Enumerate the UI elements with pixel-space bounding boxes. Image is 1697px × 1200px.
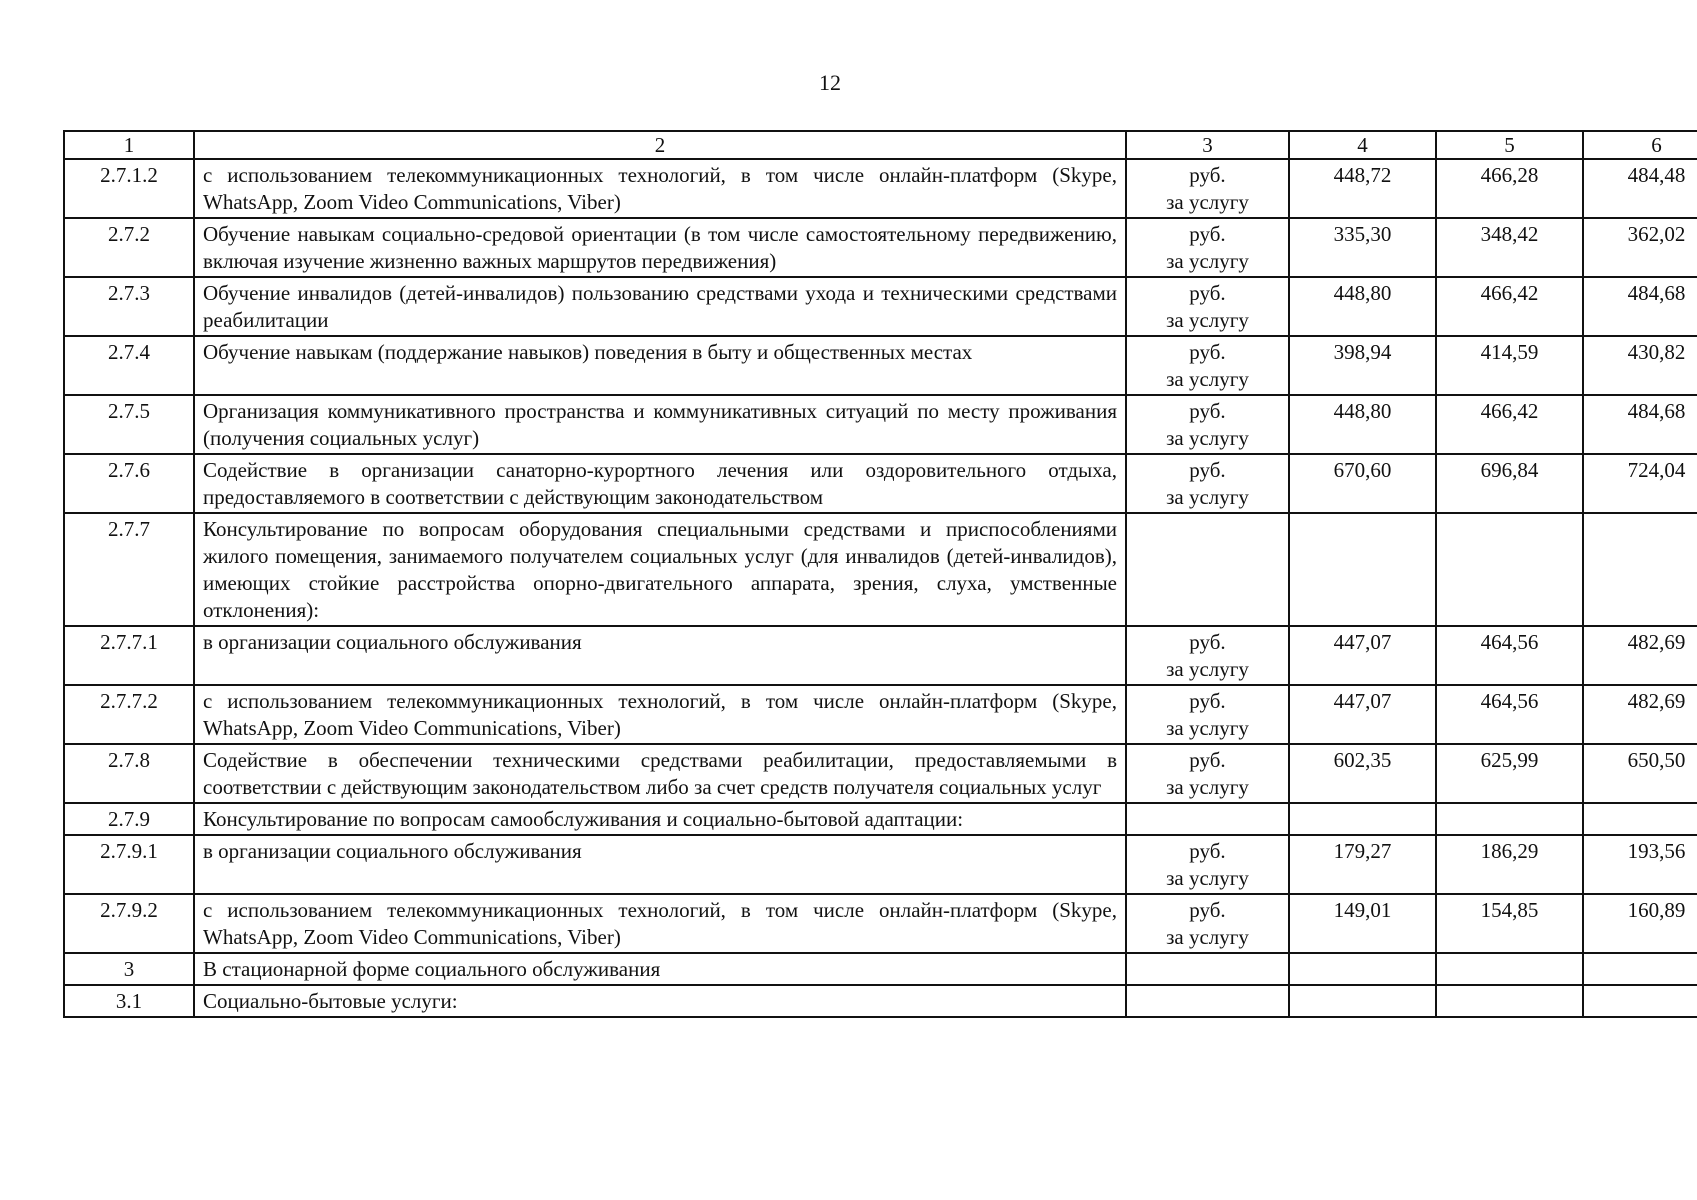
table-row — [64, 277, 1697, 336]
tariff-value-col-6 — [1583, 513, 1697, 626]
unit-currency: руб. — [1189, 898, 1226, 922]
service-name: Обучение навыкам (поддержание навыков) поведения в быту и общественных местах — [194, 336, 1126, 395]
table-row — [64, 454, 1697, 513]
unit-per-service: за услугу — [1166, 866, 1249, 890]
unit-cell — [1126, 803, 1289, 835]
row-number: 3.1 — [64, 985, 194, 1017]
tariff-value-col-5 — [1436, 803, 1583, 835]
unit-cell — [1126, 835, 1289, 894]
row-number: 3 — [64, 953, 194, 985]
row-number: 2.7.7 — [64, 513, 194, 626]
tariff-value-col-4: 149,01 — [1289, 894, 1436, 953]
table-row — [64, 803, 1697, 835]
tariff-value-col-5: 464,56 — [1436, 685, 1583, 744]
row-number: 2.7.2 — [64, 218, 194, 277]
tariff-value-col-6: 650,50 — [1583, 744, 1697, 803]
header-col-4: 4 — [1289, 131, 1436, 159]
tariff-value-col-4 — [1289, 985, 1436, 1017]
table-row — [64, 953, 1697, 985]
unit-cell — [1126, 626, 1289, 685]
unit-per-service: за услугу — [1166, 249, 1249, 273]
service-name: Социально-бытовые услуги: — [194, 985, 1126, 1017]
row-number: 2.7.9 — [64, 803, 194, 835]
service-name: Организация коммуникативного пространства и коммуникативных ситуаций по месту проживания (получения социальных услуг) — [194, 395, 1126, 454]
table-row — [64, 685, 1697, 744]
tariff-value-col-4: 448,80 — [1289, 395, 1436, 454]
table-row — [64, 985, 1697, 1017]
table-row — [64, 744, 1697, 803]
unit-currency: руб. — [1189, 222, 1226, 246]
unit-cell — [1126, 277, 1289, 336]
tariff-value-col-6: 482,69 — [1583, 626, 1697, 685]
tariff-value-col-6: 430,82 — [1583, 336, 1697, 395]
tariff-value-col-5 — [1436, 953, 1583, 985]
tariff-table — [63, 130, 1697, 1018]
row-number: 2.7.7.2 — [64, 685, 194, 744]
tariff-value-col-6: 160,89 — [1583, 894, 1697, 953]
service-name: Обучение инвалидов (детей-инвалидов) пользованию средствами ухода и техническими средствами реабилитации — [194, 277, 1126, 336]
service-name: В стационарной форме социального обслуживания — [194, 953, 1126, 985]
row-number: 2.7.6 — [64, 454, 194, 513]
row-number: 2.7.9.1 — [64, 835, 194, 894]
unit-per-service: за услугу — [1166, 485, 1249, 509]
tariff-value-col-5 — [1436, 985, 1583, 1017]
tariff-value-col-5: 696,84 — [1436, 454, 1583, 513]
tariff-value-col-4 — [1289, 803, 1436, 835]
unit-per-service: за услугу — [1166, 426, 1249, 450]
row-number: 2.7.5 — [64, 395, 194, 454]
unit-per-service: за услугу — [1166, 190, 1249, 214]
unit-currency: руб. — [1189, 163, 1226, 187]
unit-per-service: за услугу — [1166, 925, 1249, 949]
unit-currency: руб. — [1189, 458, 1226, 482]
tariff-value-col-4: 670,60 — [1289, 454, 1436, 513]
unit-cell — [1126, 336, 1289, 395]
tariff-value-col-4: 448,72 — [1289, 159, 1436, 218]
table-body — [64, 131, 1697, 1017]
row-number: 2.7.8 — [64, 744, 194, 803]
unit-currency: руб. — [1189, 839, 1226, 863]
tariff-value-col-5: 466,42 — [1436, 277, 1583, 336]
unit-currency: руб. — [1189, 340, 1226, 364]
tariff-value-col-5: 154,85 — [1436, 894, 1583, 953]
row-number: 2.7.4 — [64, 336, 194, 395]
unit-cell — [1126, 953, 1289, 985]
unit-currency: руб. — [1189, 281, 1226, 305]
table-row — [64, 513, 1697, 626]
tariff-value-col-5: 464,56 — [1436, 626, 1583, 685]
unit-currency: руб. — [1189, 399, 1226, 423]
table-row — [64, 395, 1697, 454]
tariff-value-col-6 — [1583, 803, 1697, 835]
tariff-value-col-5: 466,42 — [1436, 395, 1583, 454]
tariff-value-col-6 — [1583, 985, 1697, 1017]
table-row — [64, 626, 1697, 685]
unit-per-service: за услугу — [1166, 367, 1249, 391]
unit-cell — [1126, 894, 1289, 953]
tariff-value-col-5: 186,29 — [1436, 835, 1583, 894]
row-number: 2.7.7.1 — [64, 626, 194, 685]
table-row — [64, 218, 1697, 277]
row-number: 2.7.1.2 — [64, 159, 194, 218]
page-number: 12 — [819, 70, 841, 95]
tariff-value-col-5: 348,42 — [1436, 218, 1583, 277]
unit-cell — [1126, 159, 1289, 218]
unit-per-service: за услугу — [1166, 308, 1249, 332]
service-name: в организации социального обслуживания — [194, 835, 1126, 894]
unit-currency: руб. — [1189, 630, 1226, 654]
tariff-value-col-6: 193,56 — [1583, 835, 1697, 894]
service-name: Консультирование по вопросам оборудования специальными средствами и приспособлениями жилого помещения, занимаемого получателем социальных услуг (для инвалидов (детей-инвалидов), имеющих стойкие расстройства опорно-двигательного аппарата, зрения, слуха, умственные отклонения): — [194, 513, 1126, 626]
unit-cell — [1126, 744, 1289, 803]
unit-per-service: за услугу — [1166, 775, 1249, 799]
unit-cell — [1126, 454, 1289, 513]
table-row — [64, 336, 1697, 395]
service-name: Содействие в обеспечении техническими средствами реабилитации, предоставляемыми в соответствии с действующим законодательством либо за счет средств получателя социальных услуг — [194, 744, 1126, 803]
service-name: с использованием телекоммуникационных технологий, в том числе онлайн-платформ (Skype, WhatsApp, Zoom Video Communications, Viber) — [194, 685, 1126, 744]
table-row — [64, 835, 1697, 894]
service-name: в организации социального обслуживания — [194, 626, 1126, 685]
tariff-value-col-5 — [1436, 513, 1583, 626]
tariff-value-col-6: 484,48 — [1583, 159, 1697, 218]
header-col-1: 1 — [64, 131, 194, 159]
header-col-2: 2 — [194, 131, 1126, 159]
tariff-value-col-5: 466,28 — [1436, 159, 1583, 218]
tariff-value-col-4: 398,94 — [1289, 336, 1436, 395]
tariff-value-col-4: 447,07 — [1289, 685, 1436, 744]
unit-cell — [1126, 985, 1289, 1017]
tariff-value-col-6: 484,68 — [1583, 277, 1697, 336]
tariff-value-col-4: 602,35 — [1289, 744, 1436, 803]
unit-cell — [1126, 685, 1289, 744]
tariff-value-col-6: 724,04 — [1583, 454, 1697, 513]
tariff-value-col-6: 362,02 — [1583, 218, 1697, 277]
header-col-5: 5 — [1436, 131, 1583, 159]
tariff-value-col-4: 179,27 — [1289, 835, 1436, 894]
service-name: с использованием телекоммуникационных технологий, в том числе онлайн-платформ (Skype, WhatsApp, Zoom Video Communications, Viber) — [194, 159, 1126, 218]
unit-cell — [1126, 218, 1289, 277]
unit-cell — [1126, 513, 1289, 626]
table-row — [64, 159, 1697, 218]
service-name: Содействие в организации санаторно-курортного лечения или оздоровительного отдыха, предоставляемого в соответствии с действующим законодательством — [194, 454, 1126, 513]
header-col-3: 3 — [1126, 131, 1289, 159]
unit-per-service: за услугу — [1166, 716, 1249, 740]
unit-currency: руб. — [1189, 689, 1226, 713]
header-col-6: 6 — [1583, 131, 1697, 159]
tariff-value-col-4 — [1289, 953, 1436, 985]
service-name: Обучение навыкам социально-средовой ориентации (в том числе самостоятельному передвижению, включая изучение жизненно важных маршрутов передвижения) — [194, 218, 1126, 277]
tariff-value-col-4: 447,07 — [1289, 626, 1436, 685]
unit-cell — [1126, 395, 1289, 454]
unit-per-service: за услугу — [1166, 657, 1249, 681]
table-header-row — [64, 131, 1697, 159]
tariff-value-col-6 — [1583, 953, 1697, 985]
tariff-value-col-6: 484,68 — [1583, 395, 1697, 454]
table-row — [64, 894, 1697, 953]
tariff-value-col-4: 335,30 — [1289, 218, 1436, 277]
tariff-value-col-5: 625,99 — [1436, 744, 1583, 803]
tariff-value-col-6: 482,69 — [1583, 685, 1697, 744]
row-number: 2.7.3 — [64, 277, 194, 336]
unit-currency: руб. — [1189, 748, 1226, 772]
row-number: 2.7.9.2 — [64, 894, 194, 953]
service-name: с использованием телекоммуникационных технологий, в том числе онлайн-платформ (Skype, WhatsApp, Zoom Video Communications, Viber) — [194, 894, 1126, 953]
tariff-value-col-4: 448,80 — [1289, 277, 1436, 336]
tariff-value-col-4 — [1289, 513, 1436, 626]
service-name: Консультирование по вопросам самообслуживания и социально-бытовой адаптации: — [194, 803, 1126, 835]
tariff-value-col-5: 414,59 — [1436, 336, 1583, 395]
